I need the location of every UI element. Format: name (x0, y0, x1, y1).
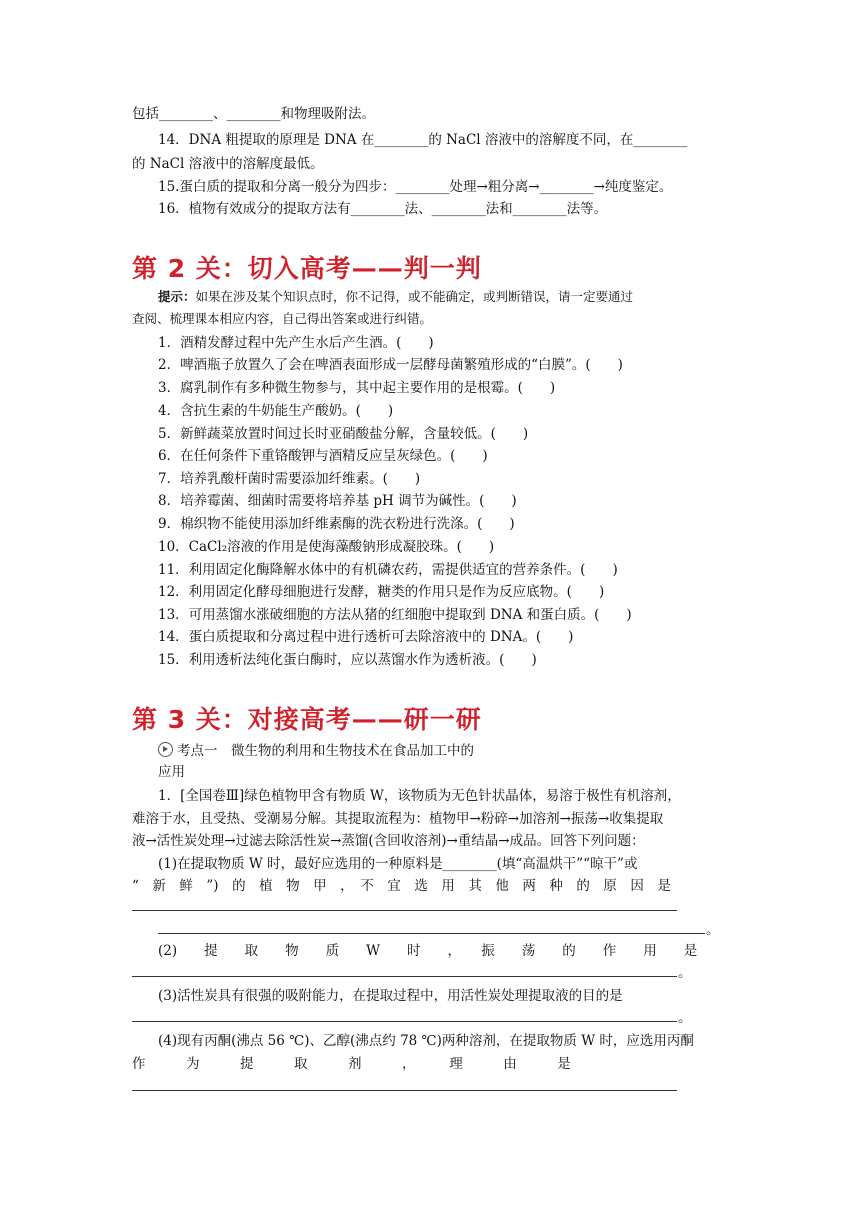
period-mark: 。 (678, 965, 692, 981)
answer-blank-line (158, 933, 705, 934)
period-mark: 。 (706, 922, 720, 938)
part-3-line-1: (3)活性炭具有很强的吸附能力，在提取过程中，用活性炭处理提取液的目的是 (158, 988, 623, 1004)
judge-item-6: 6．在任何条件下重铬酸钾与酒精反应呈灰绿色。( ) (158, 448, 488, 464)
judge-item-15: 15．利用透析法纯化蛋白酶时，应以蒸馏水作为透析液。( ) (158, 652, 537, 668)
kaodian-title (158, 740, 474, 761)
judge-item-2: 2．啤酒瓶子放置久了会在啤酒表面形成一层酵母菌繁殖形成的“白膜”。( ) (158, 357, 623, 373)
judge-item-5: 5．新鲜蔬菜放置时间过长时亚硝酸盐分解，含量较低。( ) (158, 426, 529, 442)
question-14-cont: 的 NaCl 溶液中的溶解度最低。 (132, 156, 324, 172)
answer-blank-line (132, 1021, 677, 1022)
section-2-heading: 第 2 关：切入高考——判一判 (132, 254, 482, 283)
judge-item-11: 11．利用固定化酶降解水体中的有机磷农药，需提供适宜的营养条件。( ) (158, 562, 618, 578)
part-2-line-1: (2) 提 取 物 质 W 时 ， 振 荡 的 作 用 是 (158, 943, 698, 959)
hint-label: 提示： (158, 289, 196, 304)
kaodian-title-cont: 应用 (158, 764, 185, 780)
judge-item-4: 4．含抗生素的牛奶能生产酸奶。( ) (158, 403, 394, 419)
question-15: 15.蛋白质的提取和分离一般分为四步：________处理→粗分离→________→纯度鉴定。 (158, 179, 673, 195)
question-14: 14．DNA 粗提取的原理是 DNA 在________的 NaCl 溶液中的溶解度不同，在________ (158, 132, 688, 148)
part-4-line-2: 作 为 提 取 剂 ， 理 由 是 (132, 1056, 571, 1072)
answer-blank-line (132, 910, 677, 911)
judge-item-9: 9．棉织物不能使用添加纤维素酶的洗衣粉进行洗涤。( ) (158, 516, 515, 532)
judge-item-8: 8．培养霉菌、细菌时需要将培养基 pH 调节为碱性。( ) (158, 493, 517, 509)
hint-line-1 (158, 287, 633, 307)
answer-blank-line (132, 976, 677, 977)
arrow-circle-icon (158, 742, 173, 757)
judge-item-12: 12．利用固定化酵母细胞进行发酵，糖类的作用只是作为反应底物。( ) (158, 584, 605, 600)
judge-item-14: 14．蛋白质提取和分离过程中进行透析可去除溶液中的 DNA。( ) (158, 629, 574, 645)
answer-blank-line (132, 1090, 677, 1091)
question-1-line-3: 液→活性炭处理→过滤去除活性炭→蒸馏(含回收溶剂)→重结晶→成品。回答下列问题： (132, 833, 645, 849)
hint-text: 如果在涉及某个知识点时，你不记得，或不能确定，或判断错误，请一定要通过 (195, 289, 634, 304)
part-1-line-1: (1)在提取物质 W 时，最好应选用的一种原料是________(填“高温烘干”“晾干”或 (158, 856, 638, 872)
judge-item-13: 13．可用蒸馏水涨破细胞的方法从猪的红细胞中提取到 DNA 和蛋白质。( ) (158, 607, 632, 623)
question-1-line-2: 难溶于水，且受热、受潮易分解。其提取流程为：植物甲→粉碎→加溶剂→振荡→收集提取 (132, 811, 664, 827)
judge-item-7: 7．培养乳酸杆菌时需要添加纤维素。( ) (158, 471, 421, 487)
judge-item-3: 3．腐乳制作有多种微生物参与，其中起主要作用的是根霉。( ) (158, 380, 556, 396)
period-mark: 。 (678, 1010, 692, 1026)
fill-in-line: 包括________、________和物理吸附法。 (132, 106, 375, 122)
kaodian-text: 考点一 微生物的利用和生物技术在食品加工中的 (177, 743, 474, 759)
part-1-line-2: “ 新 鲜 ”) 的 植 物 甲 ， 不 宜 选 用 其 他 两 种 的 原 因 是 (132, 878, 671, 894)
section-3-heading: 第 3 关：对接高考——研一研 (132, 705, 482, 734)
hint-line-2: 查阅、梳理课本相应内容，自己得出答案或进行纠错。 (132, 311, 433, 326)
judge-item-1: 1．酒精发酵过程中先产生水后产生酒。( ) (158, 335, 434, 351)
judge-item-10: 10．CaCl₂溶液的作用是使海藻酸钠形成凝胶珠。( ) (158, 539, 495, 555)
part-4-line-1: (4)现有丙酮(沸点 56 ℃)、乙醇(沸点约 78 ℃)两种溶剂，在提取物质 W 时，应选用丙酮 (158, 1033, 694, 1049)
question-1-line-1: 1．[全国卷Ⅲ]绿色植物甲含有物质 W，该物质为无色针状晶体，易溶于极性有机溶剂， (158, 788, 681, 804)
question-16: 16．植物有效成分的提取方法有________法、________法和________法等。 (158, 201, 608, 217)
